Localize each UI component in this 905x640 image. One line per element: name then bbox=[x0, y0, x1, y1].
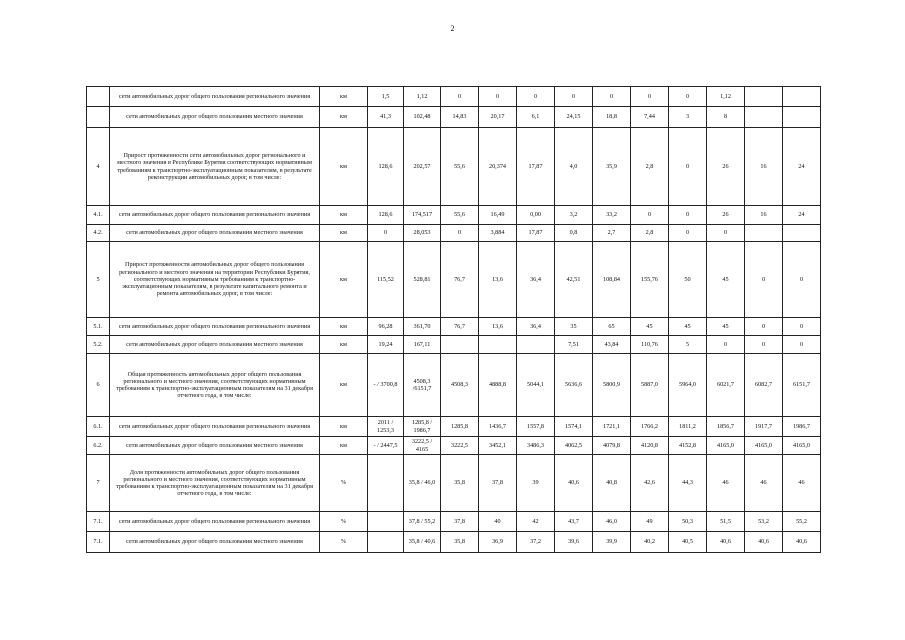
year-value-cell: 0 bbox=[707, 225, 745, 242]
row-number-cell: 5.1. bbox=[87, 318, 110, 336]
year-value-cell: 40,6 bbox=[783, 532, 821, 553]
target-value-cell: 1,12 bbox=[404, 87, 441, 107]
row-number-cell: 6.1. bbox=[87, 417, 110, 437]
year-value-cell: 155,76 bbox=[631, 242, 669, 318]
year-value-cell: 1856,7 bbox=[707, 417, 745, 437]
year-value-cell: 1917,7 bbox=[745, 417, 783, 437]
year-value-cell: 3,884 bbox=[479, 225, 517, 242]
unit-cell: км bbox=[320, 318, 368, 336]
year-value-cell: 1574,1 bbox=[555, 417, 593, 437]
year-value-cell: 45 bbox=[707, 242, 745, 318]
unit-cell: км bbox=[320, 242, 368, 318]
target-value-cell: 35,8 / 46,0 bbox=[404, 455, 441, 512]
target-value-cell: 528,81 bbox=[404, 242, 441, 318]
unit-cell: % bbox=[320, 532, 368, 553]
base-value-cell: 128,6 bbox=[368, 206, 404, 225]
year-value-cell: 26 bbox=[707, 206, 745, 225]
target-value-cell: 4508,3 /6151,7 bbox=[404, 354, 441, 417]
year-value-cell: 5044,1 bbox=[517, 354, 555, 417]
unit-cell: км bbox=[320, 206, 368, 225]
indicator-name-cell: Общая протяженность автомобильных дорог общего пользования регионального и местного значения, соответствующих нормативным требованиям к транспортно-эксплуатационным показателям на 31 декабря отчетного года, в том числе: bbox=[110, 354, 320, 417]
year-value-cell: 40,5 bbox=[669, 532, 707, 553]
year-value-cell: 1766,2 bbox=[631, 417, 669, 437]
year-value-cell bbox=[745, 225, 783, 242]
year-value-cell: 36,4 bbox=[517, 242, 555, 318]
base-value-cell bbox=[368, 512, 404, 532]
indicator-name-cell: сети автомобильных дорог общего пользования местного значения bbox=[110, 532, 320, 553]
year-value-cell: 51,5 bbox=[707, 512, 745, 532]
year-value-cell: 46 bbox=[783, 455, 821, 512]
base-value-cell bbox=[368, 455, 404, 512]
year-value-cell: 13,6 bbox=[479, 318, 517, 336]
year-value-cell: 37,8 bbox=[441, 512, 479, 532]
indicator-name-cell: сети автомобильных дорог общего пользования местного значения bbox=[110, 107, 320, 128]
year-value-cell: 6151,7 bbox=[783, 354, 821, 417]
year-value-cell: 0 bbox=[669, 128, 707, 206]
unit-cell: % bbox=[320, 512, 368, 532]
year-value-cell: 6,1 bbox=[517, 107, 555, 128]
unit-cell: км bbox=[320, 107, 368, 128]
target-value-cell: 167,11 bbox=[404, 336, 441, 354]
year-value-cell: 40,6 bbox=[555, 455, 593, 512]
indicator-name-cell: Прирост протяженности автомобильных дорог общего пользования регионального и местного значения на территории Республики Бурятия, соответствующих нормативным требованиям к транспортно-эксплуатационным показателям, в результате капитального ремонта и ремонта автомобильных дорог, в том числе: bbox=[110, 242, 320, 318]
year-value-cell: 0 bbox=[441, 225, 479, 242]
base-value-cell: 2011 / 1253,3 bbox=[368, 417, 404, 437]
target-value-cell: 202,57 bbox=[404, 128, 441, 206]
table-row bbox=[87, 532, 821, 553]
year-value-cell bbox=[745, 107, 783, 128]
row-number-cell: 5 bbox=[87, 242, 110, 318]
year-value-cell: 39 bbox=[517, 455, 555, 512]
row-number-cell: 4.2. bbox=[87, 225, 110, 242]
year-value-cell: 37,2 bbox=[517, 532, 555, 553]
year-value-cell: 20,374 bbox=[479, 128, 517, 206]
row-number-cell: 6.2. bbox=[87, 437, 110, 455]
year-value-cell bbox=[783, 107, 821, 128]
year-value-cell: 33,2 bbox=[593, 206, 631, 225]
table-row bbox=[87, 242, 821, 318]
year-value-cell: 0 bbox=[669, 225, 707, 242]
year-value-cell: 20,17 bbox=[479, 107, 517, 128]
year-value-cell: 55,2 bbox=[783, 512, 821, 532]
table-row bbox=[87, 417, 821, 437]
year-value-cell: 42 bbox=[517, 512, 555, 532]
year-value-cell: 53,2 bbox=[745, 512, 783, 532]
year-value-cell: 76,7 bbox=[441, 318, 479, 336]
table-row bbox=[87, 512, 821, 532]
year-value-cell: 55,6 bbox=[441, 128, 479, 206]
year-value-cell: 26 bbox=[707, 128, 745, 206]
year-value-cell: 0 bbox=[745, 336, 783, 354]
year-value-cell: 1811,2 bbox=[669, 417, 707, 437]
year-value-cell: 0 bbox=[479, 87, 517, 107]
year-value-cell: 0 bbox=[593, 87, 631, 107]
year-value-cell: 4152,8 bbox=[669, 437, 707, 455]
base-value-cell: 128,6 bbox=[368, 128, 404, 206]
year-value-cell: 17,87 bbox=[517, 128, 555, 206]
year-value-cell: 0 bbox=[555, 87, 593, 107]
year-value-cell: 36,9 bbox=[479, 532, 517, 553]
year-value-cell: 108,84 bbox=[593, 242, 631, 318]
indicator-name-cell: Доля протяженности автомобильных дорог общего пользования регионального и местного значения, соответствующих нормативным требованиям к транспортно-эксплуатационным показателям на 31 декабря отчетного года, в том числе: bbox=[110, 455, 320, 512]
year-value-cell: 45 bbox=[707, 318, 745, 336]
indicator-name-cell: Прирост протяженности сети автомобильных дорог регионального и местного значения в Республике Бурятия соответствующих нормативным требованиям к транспортно-эксплуатационным показателям, в результате реконструкции автомобильных дорог, в том числе: bbox=[110, 128, 320, 206]
year-value-cell: 4,0 bbox=[555, 128, 593, 206]
year-value-cell: 0 bbox=[745, 318, 783, 336]
year-value-cell bbox=[479, 336, 517, 354]
year-value-cell: 24,15 bbox=[555, 107, 593, 128]
year-value-cell: 44,3 bbox=[669, 455, 707, 512]
year-value-cell: 14,83 bbox=[441, 107, 479, 128]
table-row bbox=[87, 225, 821, 242]
year-value-cell: 4062,5 bbox=[555, 437, 593, 455]
year-value-cell: 6021,7 bbox=[707, 354, 745, 417]
year-value-cell: 39,6 bbox=[555, 532, 593, 553]
year-value-cell: 46,0 bbox=[593, 512, 631, 532]
year-value-cell: 1,12 bbox=[707, 87, 745, 107]
year-value-cell: 35,9 bbox=[593, 128, 631, 206]
row-number-cell bbox=[87, 107, 110, 128]
row-number-cell: 6 bbox=[87, 354, 110, 417]
year-value-cell: 3452,1 bbox=[479, 437, 517, 455]
year-value-cell: 37,8 bbox=[479, 455, 517, 512]
year-value-cell: 50,3 bbox=[669, 512, 707, 532]
year-value-cell: 46 bbox=[745, 455, 783, 512]
year-value-cell: 40,6 bbox=[707, 532, 745, 553]
year-value-cell: 65 bbox=[593, 318, 631, 336]
base-value-cell: 115,52 bbox=[368, 242, 404, 318]
year-value-cell: 7,44 bbox=[631, 107, 669, 128]
year-value-cell: 43,7 bbox=[555, 512, 593, 532]
indicator-name-cell: сети автомобильных дорог общего пользования местного значения bbox=[110, 225, 320, 242]
year-value-cell bbox=[783, 87, 821, 107]
year-value-cell: 40 bbox=[479, 512, 517, 532]
base-value-cell: 19,24 bbox=[368, 336, 404, 354]
unit-cell: км bbox=[320, 128, 368, 206]
year-value-cell: 42,51 bbox=[555, 242, 593, 318]
base-value-cell: 41,3 bbox=[368, 107, 404, 128]
year-value-cell: 0 bbox=[783, 242, 821, 318]
row-number-cell bbox=[87, 87, 110, 107]
unit-cell: км bbox=[320, 354, 368, 417]
year-value-cell: 18,8 bbox=[593, 107, 631, 128]
year-value-cell: 1557,8 bbox=[517, 417, 555, 437]
year-value-cell: 24 bbox=[783, 206, 821, 225]
target-value-cell: 361,70 bbox=[404, 318, 441, 336]
year-value-cell: 4165,0 bbox=[783, 437, 821, 455]
base-value-cell: 0 bbox=[368, 225, 404, 242]
year-value-cell: 5 bbox=[669, 336, 707, 354]
table-row bbox=[87, 354, 821, 417]
year-value-cell: 3 bbox=[669, 107, 707, 128]
row-number-cell: 4.1. bbox=[87, 206, 110, 225]
year-value-cell: 8 bbox=[707, 107, 745, 128]
indicator-name-cell: сети автомобильных дорог общего пользования регионального значения bbox=[110, 206, 320, 225]
target-value-cell: 174,517 bbox=[404, 206, 441, 225]
year-value-cell: 4120,8 bbox=[631, 437, 669, 455]
year-value-cell: 42,6 bbox=[631, 455, 669, 512]
year-value-cell: 40,8 bbox=[593, 455, 631, 512]
year-value-cell: 5636,6 bbox=[555, 354, 593, 417]
year-value-cell: 40,2 bbox=[631, 532, 669, 553]
unit-cell: % bbox=[320, 455, 368, 512]
table-row bbox=[87, 336, 821, 354]
year-value-cell: 1721,1 bbox=[593, 417, 631, 437]
year-value-cell: 4165,0 bbox=[707, 437, 745, 455]
row-number-cell: 7.1. bbox=[87, 512, 110, 532]
year-value-cell: 1436,7 bbox=[479, 417, 517, 437]
year-value-cell: 13,6 bbox=[479, 242, 517, 318]
unit-cell: км bbox=[320, 225, 368, 242]
year-value-cell: 0 bbox=[631, 87, 669, 107]
table-row bbox=[87, 87, 821, 107]
year-value-cell: 110,76 bbox=[631, 336, 669, 354]
target-value-cell: 102,48 bbox=[404, 107, 441, 128]
target-value-cell: 1285,8 / 1986,7 bbox=[404, 417, 441, 437]
year-value-cell: 40,6 bbox=[745, 532, 783, 553]
year-value-cell: 0 bbox=[745, 242, 783, 318]
base-value-cell: - / 2447,5 bbox=[368, 437, 404, 455]
year-value-cell: 76,7 bbox=[441, 242, 479, 318]
year-value-cell: 16,49 bbox=[479, 206, 517, 225]
table-row bbox=[87, 206, 821, 225]
target-value-cell: 37,8 / 55,2 bbox=[404, 512, 441, 532]
table-row bbox=[87, 128, 821, 206]
year-value-cell: 4079,8 bbox=[593, 437, 631, 455]
year-value-cell: 6082,7 bbox=[745, 354, 783, 417]
year-value-cell bbox=[745, 87, 783, 107]
unit-cell: км bbox=[320, 87, 368, 107]
year-value-cell: 2,8 bbox=[631, 225, 669, 242]
year-value-cell bbox=[441, 336, 479, 354]
year-value-cell: 3486,3 bbox=[517, 437, 555, 455]
year-value-cell: 35 bbox=[555, 318, 593, 336]
year-value-cell: 35,8 bbox=[441, 532, 479, 553]
row-number-cell: 5.2. bbox=[87, 336, 110, 354]
indicator-name-cell: сети автомобильных дорог общего пользования местного значения bbox=[110, 437, 320, 455]
table-row bbox=[87, 455, 821, 512]
base-value-cell: 1,5 bbox=[368, 87, 404, 107]
year-value-cell: 5800,9 bbox=[593, 354, 631, 417]
year-value-cell: 0 bbox=[783, 336, 821, 354]
year-value-cell: 2,7 bbox=[593, 225, 631, 242]
year-value-cell: 45 bbox=[669, 318, 707, 336]
year-value-cell: 49 bbox=[631, 512, 669, 532]
year-value-cell: 0 bbox=[783, 318, 821, 336]
year-value-cell: 7,51 bbox=[555, 336, 593, 354]
table-row bbox=[87, 437, 821, 455]
year-value-cell: 0,00 bbox=[517, 206, 555, 225]
indicator-name-cell: сети автомобильных дорог общего пользования регионального значения bbox=[110, 318, 320, 336]
year-value-cell: 1285,8 bbox=[441, 417, 479, 437]
year-value-cell bbox=[783, 225, 821, 242]
year-value-cell bbox=[517, 336, 555, 354]
target-value-cell: 28,053 bbox=[404, 225, 441, 242]
year-value-cell: 4508,3 bbox=[441, 354, 479, 417]
year-value-cell: 3222,5 bbox=[441, 437, 479, 455]
year-value-cell: 16 bbox=[745, 206, 783, 225]
table-row bbox=[87, 107, 821, 128]
year-value-cell: 35,8 bbox=[441, 455, 479, 512]
year-value-cell: 55,6 bbox=[441, 206, 479, 225]
year-value-cell: 5964,0 bbox=[669, 354, 707, 417]
year-value-cell: 1986,7 bbox=[783, 417, 821, 437]
target-value-cell: 35,8 / 40,6 bbox=[404, 532, 441, 553]
row-number-cell: 4 bbox=[87, 128, 110, 206]
year-value-cell: 45 bbox=[631, 318, 669, 336]
year-value-cell: 2,8 bbox=[631, 128, 669, 206]
indicator-name-cell: сети автомобильных дорог общего пользования местного значения bbox=[110, 336, 320, 354]
indicator-name-cell: сети автомобильных дорог общего пользования регионального значения bbox=[110, 512, 320, 532]
year-value-cell: 0 bbox=[669, 206, 707, 225]
base-value-cell: 96,28 bbox=[368, 318, 404, 336]
year-value-cell: 0 bbox=[517, 87, 555, 107]
target-value-cell: 3222,5 / 4165 bbox=[404, 437, 441, 455]
year-value-cell: 0 bbox=[669, 87, 707, 107]
page-number: 2 bbox=[450, 24, 455, 33]
year-value-cell: 0,8 bbox=[555, 225, 593, 242]
year-value-cell: 3,2 bbox=[555, 206, 593, 225]
year-value-cell: 4165,0 bbox=[745, 437, 783, 455]
year-value-cell: 4888,8 bbox=[479, 354, 517, 417]
year-value-cell: 50 bbox=[669, 242, 707, 318]
unit-cell: км bbox=[320, 336, 368, 354]
year-value-cell: 0 bbox=[631, 206, 669, 225]
year-value-cell: 0 bbox=[707, 336, 745, 354]
row-number-cell: 7.1. bbox=[87, 532, 110, 553]
year-value-cell: 5887,0 bbox=[631, 354, 669, 417]
indicators-table bbox=[86, 86, 821, 553]
base-value-cell: - / 3700,8 bbox=[368, 354, 404, 417]
unit-cell: км bbox=[320, 437, 368, 455]
unit-cell: км bbox=[320, 417, 368, 437]
table-row bbox=[87, 318, 821, 336]
row-number-cell: 7 bbox=[87, 455, 110, 512]
year-value-cell: 39,9 bbox=[593, 532, 631, 553]
base-value-cell bbox=[368, 532, 404, 553]
year-value-cell: 46 bbox=[707, 455, 745, 512]
year-value-cell: 0 bbox=[441, 87, 479, 107]
year-value-cell: 24 bbox=[783, 128, 821, 206]
indicator-name-cell: сети автомобильных дорог общего пользования регионального значения bbox=[110, 87, 320, 107]
year-value-cell: 17,87 bbox=[517, 225, 555, 242]
indicator-name-cell: сети автомобильных дорог общего пользования регионального значения bbox=[110, 417, 320, 437]
year-value-cell: 36,4 bbox=[517, 318, 555, 336]
year-value-cell: 16 bbox=[745, 128, 783, 206]
year-value-cell: 43,84 bbox=[593, 336, 631, 354]
